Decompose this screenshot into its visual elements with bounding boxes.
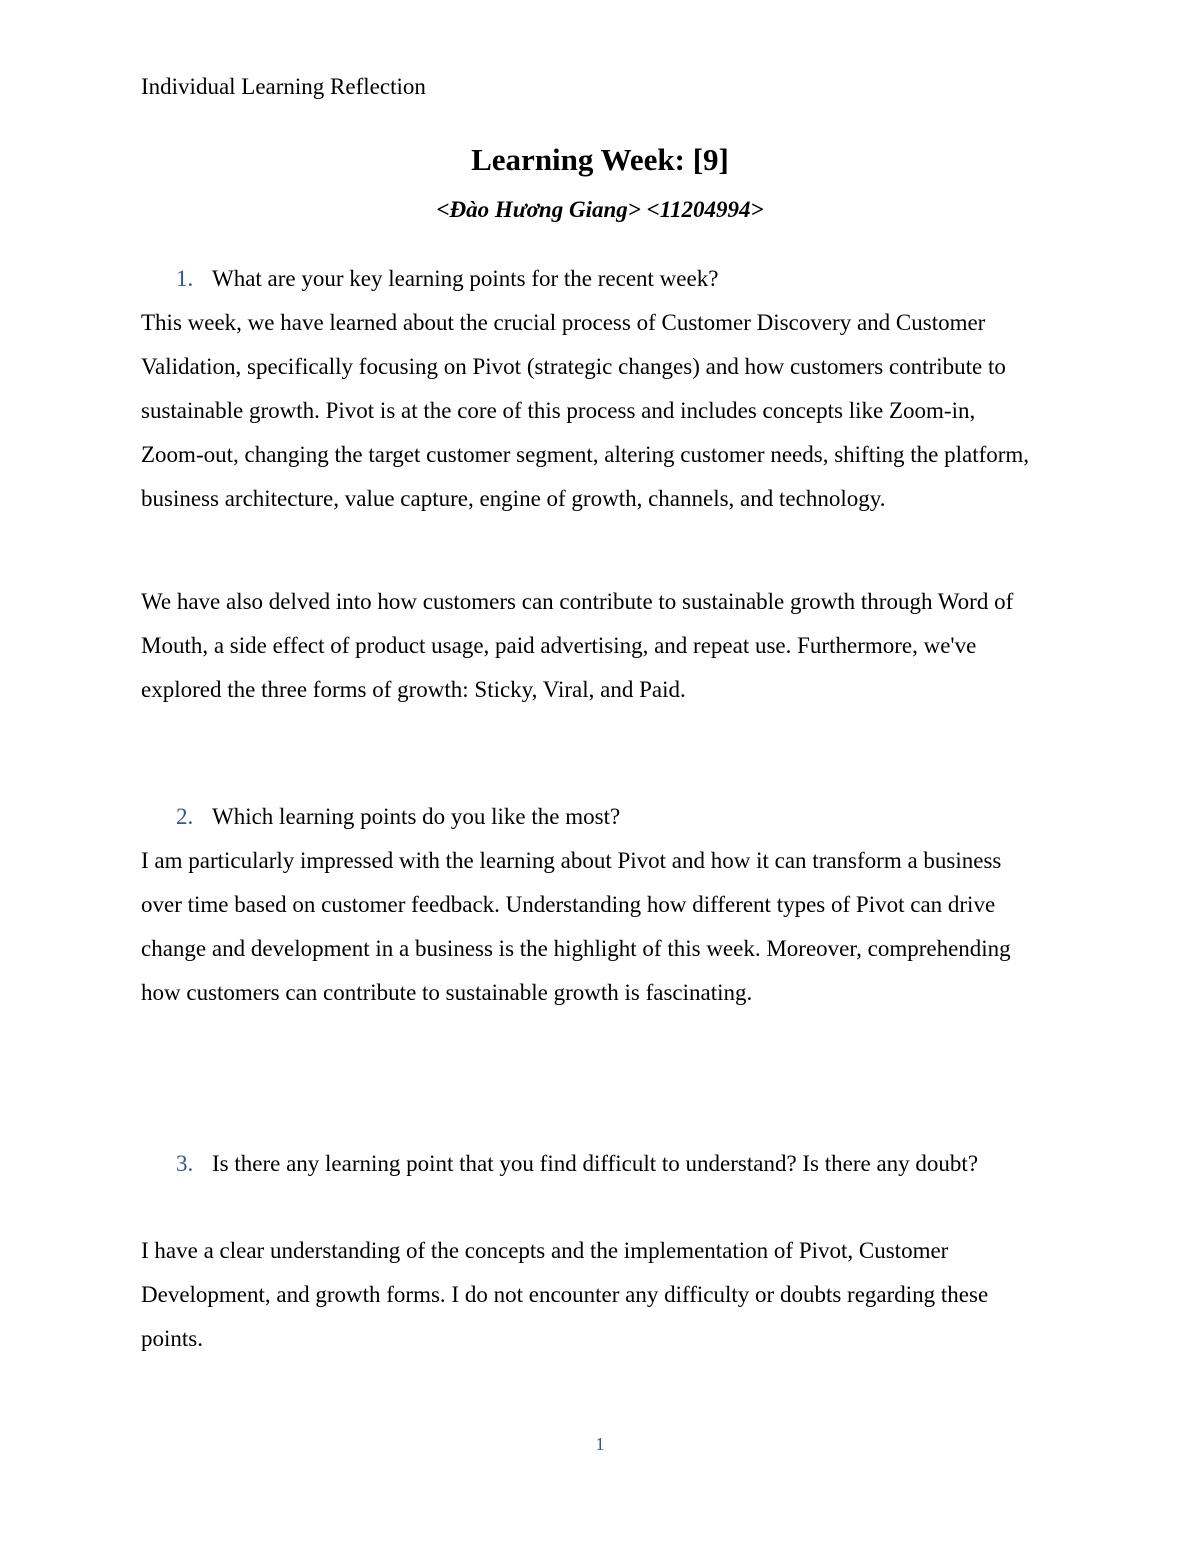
page-number: 1 bbox=[595, 1434, 605, 1454]
document-header: Individual Learning Reflection bbox=[141, 74, 426, 99]
question-1 bbox=[176, 257, 1041, 301]
answer-paragraph: This week, we have learned about the crucial process of Customer Discovery and Customer Validation, specifically focusing on Pivot (strategic changes) and how customers contribute to sustainable growth. Pivot is at the core of this process and includes concepts like Zoom-in, Zoom-out, changing the target customer segment, altering customer needs, shifting the platform, business architecture, value capture, engine of growth, channels, and technology. bbox=[141, 310, 1030, 511]
answer-paragraph: We have also delved into how customers can contribute to sustainable growth through Word of Mouth, a side effect of product usage, paid advertising, and repeat use. Furthermore, we've explored the three forms of growth: Sticky, Viral, and Paid. bbox=[141, 589, 1014, 702]
question-number: 1. bbox=[176, 266, 194, 291]
question-2 bbox=[176, 795, 1041, 839]
author-line: <Đào Hương Giang> <11204994> bbox=[436, 197, 764, 222]
question-text: Which learning points do you like the most? bbox=[212, 804, 621, 829]
question-text: What are your key learning points for the recent week? bbox=[212, 266, 719, 291]
page-title: Learning Week: [9] bbox=[471, 142, 729, 177]
answer-paragraph: I am particularly impressed with the learning about Pivot and how it can transform a business over time based on customer feedback. Understanding how different types of Pivot can drive change and development in a business is the highlight of this week. Moreover, comprehending how customers can contribute to sustainable growth is fascinating. bbox=[141, 848, 1011, 1005]
question-number: 3. bbox=[176, 1151, 194, 1176]
question-text: Is there any learning point that you find difficult to understand? Is there any doubt? bbox=[212, 1151, 979, 1176]
question-number: 2. bbox=[176, 804, 194, 829]
question-3 bbox=[176, 1142, 1058, 1186]
answer-paragraph: I have a clear understanding of the concepts and the implementation of Pivot, Customer Development, and growth forms. I do not encounter any difficulty or doubts regarding these points. bbox=[141, 1238, 989, 1351]
